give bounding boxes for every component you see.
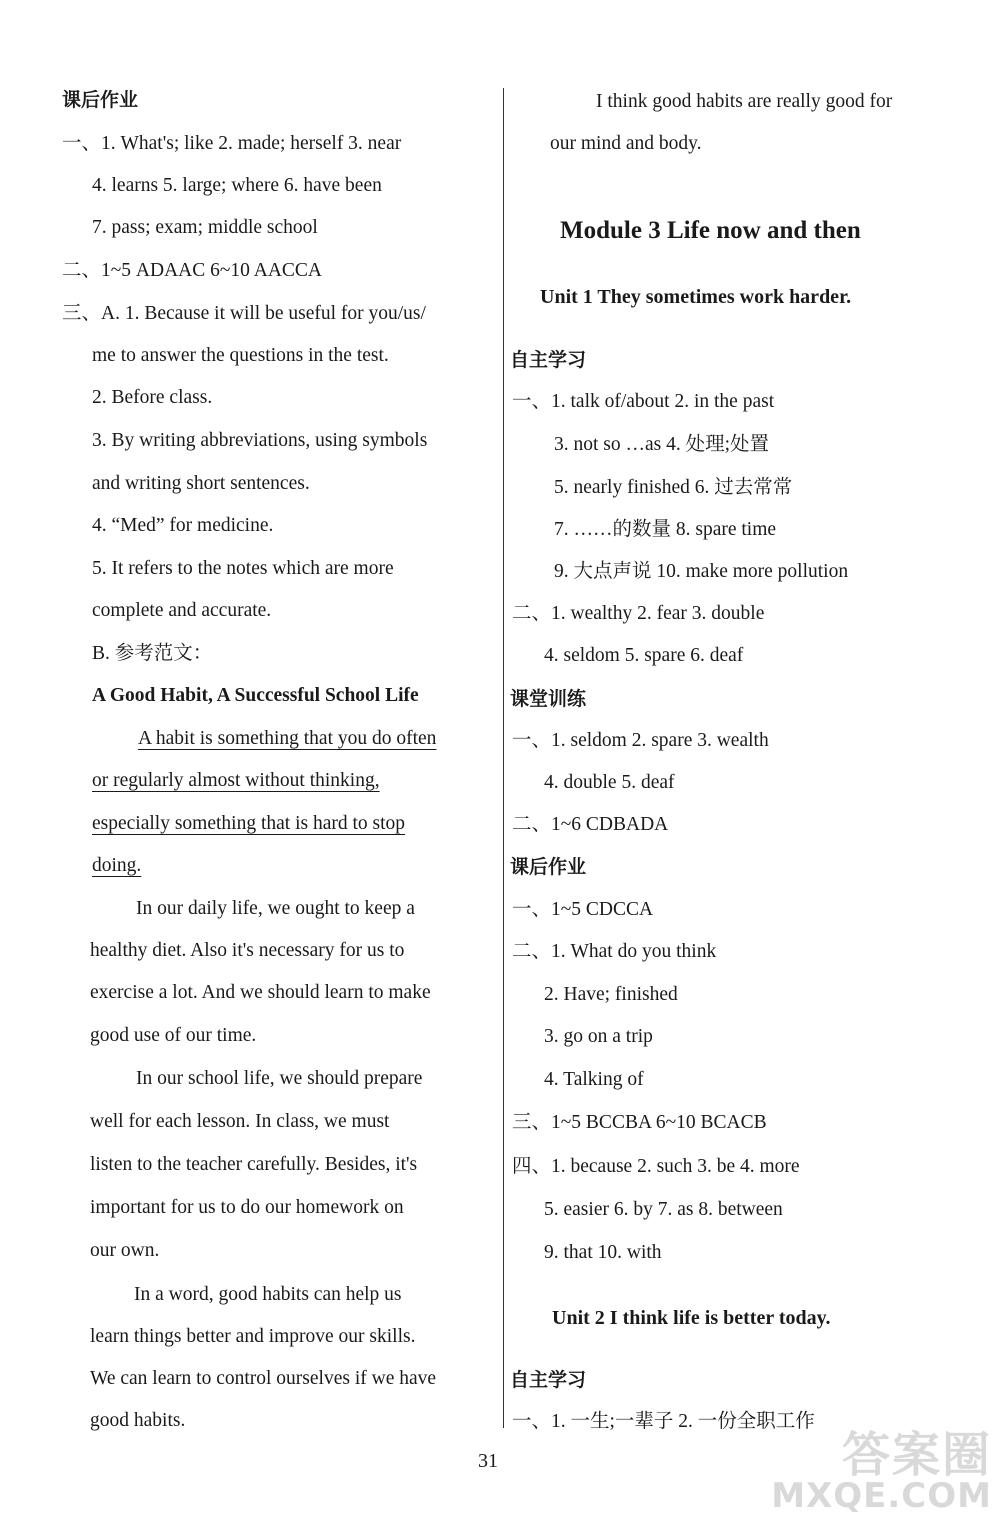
essay-line: good habits. bbox=[90, 1410, 186, 1431]
answer-line: 9. 大点声说 10. make more pollution bbox=[554, 561, 849, 582]
answer-line: 一、1. 一生;一辈子 2. 一份全职工作 bbox=[512, 1411, 815, 1432]
answer-line: 二、1. wealthy 2. fear 3. double bbox=[512, 603, 765, 624]
essay-line: I think good habits are really good for bbox=[596, 91, 893, 112]
heading-class-training: 课堂训练 bbox=[510, 688, 587, 710]
essay-line: In our daily life, we ought to keep a bbox=[136, 898, 415, 919]
answer-line: 2. Before class. bbox=[92, 387, 213, 408]
answer-line: and writing short sentences. bbox=[92, 473, 310, 494]
answer-line: 7. pass; exam; middle school bbox=[92, 217, 318, 238]
answer-line: 2. Have; finished bbox=[544, 984, 678, 1005]
answer-line: 7. ……的数量 8. spare time bbox=[554, 519, 777, 540]
answer-line: 5. It refers to the notes which are more bbox=[92, 558, 394, 579]
column-divider bbox=[503, 88, 504, 1428]
essay-line: exercise a lot. And we should learn to make bbox=[90, 982, 431, 1003]
page-number: 31 bbox=[478, 1450, 498, 1472]
answer-line: me to answer the questions in the test. bbox=[92, 345, 389, 366]
answer-line: 9. that 10. with bbox=[544, 1242, 662, 1263]
essay-line: In our school life, we should prepare bbox=[136, 1068, 423, 1089]
heading-homework: 课后作业 bbox=[510, 856, 587, 878]
answer-line: 三、1~5 BCCBA 6~10 BCACB bbox=[512, 1112, 767, 1133]
heading-self-study: 自主学习 bbox=[510, 349, 587, 371]
unit-title: Unit 1 They sometimes work harder. bbox=[540, 286, 852, 308]
essay-line: In a word, good habits can help us bbox=[134, 1284, 402, 1305]
unit-title: Unit 2 I think life is better today. bbox=[552, 1307, 831, 1329]
answer-line: 一、1~5 CDCCA bbox=[512, 899, 654, 920]
essay-line: healthy diet. Also it's necessary for us to bbox=[90, 940, 405, 961]
essay-line: especially something that is hard to stop bbox=[92, 813, 406, 834]
answer-line: 二、1. What do you think bbox=[512, 941, 717, 962]
answer-line: 二、1~6 CDBADA bbox=[512, 814, 669, 835]
answer-line: 一、1. talk of/about 2. in the past bbox=[512, 391, 775, 412]
heading-self-study: 自主学习 bbox=[510, 1369, 587, 1391]
answer-line: 4. Talking of bbox=[544, 1069, 644, 1090]
answer-line: 三、A. 1. Because it will be useful for you/us/ bbox=[62, 303, 426, 324]
answer-line: 4. learns 5. large; where 6. have been bbox=[92, 175, 382, 196]
answer-line: 一、1. seldom 2. spare 3. wealth bbox=[512, 730, 769, 751]
essay-title: A Good Habit, A Successful School Life bbox=[92, 685, 419, 706]
answer-line: 4. seldom 5. spare 6. deaf bbox=[544, 645, 744, 666]
answer-line: B. 参考范文： bbox=[92, 643, 213, 664]
heading-homework: 课后作业 bbox=[62, 89, 139, 111]
answer-line: 4. “Med” for medicine. bbox=[92, 515, 274, 536]
answer-line: 3. not so …as 4. 处理;处置 bbox=[554, 434, 770, 455]
watermark-url: MXQE.COM bbox=[771, 1476, 992, 1516]
answer-line: complete and accurate. bbox=[92, 600, 272, 621]
answer-line: 5. nearly finished 6. 过去常常 bbox=[554, 477, 793, 498]
essay-line: listen to the teacher carefully. Besides, it's bbox=[90, 1154, 418, 1175]
answer-line: 一、1. What's; like 2. made; herself 3. near bbox=[62, 133, 402, 154]
watermark-logo bbox=[771, 1427, 992, 1516]
essay-line: good use of our time. bbox=[90, 1025, 257, 1046]
answer-line: 3. By writing abbreviations, using symbols bbox=[92, 430, 428, 451]
essay-line: A habit is something that you do often bbox=[138, 728, 437, 749]
essay-line: well for each lesson. In class, we must bbox=[90, 1111, 390, 1132]
module-title: Module 3 Life now and then bbox=[560, 217, 861, 244]
answer-line: 二、1~5 ADAAC 6~10 AACCA bbox=[62, 260, 322, 281]
essay-line: our own. bbox=[90, 1240, 160, 1261]
essay-line: We can learn to control ourselves if we have bbox=[90, 1368, 437, 1389]
essay-line: important for us to do our homework on bbox=[90, 1197, 404, 1218]
essay-line: learn things better and improve our skills. bbox=[90, 1326, 416, 1347]
answer-line: 四、1. because 2. such 3. be 4. more bbox=[512, 1156, 800, 1177]
essay-line: doing. bbox=[92, 855, 142, 876]
essay-line: or regularly almost without thinking, bbox=[92, 770, 380, 791]
watermark-text: 答案圈 bbox=[841, 1427, 992, 1483]
answer-line: 4. double 5. deaf bbox=[544, 772, 675, 793]
essay-line: our mind and body. bbox=[550, 133, 702, 154]
answer-line: 3. go on a trip bbox=[544, 1026, 653, 1047]
answer-line: 5. easier 6. by 7. as 8. between bbox=[544, 1199, 783, 1220]
